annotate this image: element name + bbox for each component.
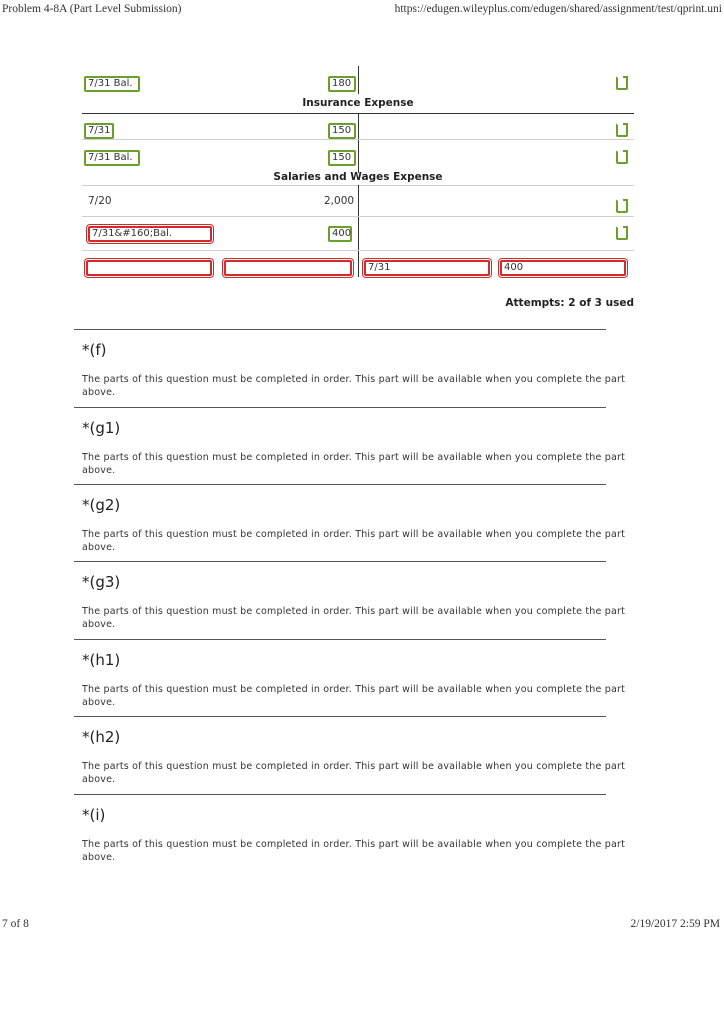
question-part-g2 [74, 484, 626, 562]
correct-check-icon [616, 150, 628, 164]
print-header-url: https://edugen.wileyplus.com/edugen/shared/assignment/test/qprint.uni [394, 3, 722, 15]
locked-message: The parts of this question must be completed in order. This part will be available when you complete the part above. [82, 529, 626, 553]
part-title: *(h2) [82, 728, 121, 746]
question-part-f [74, 329, 626, 407]
date-field-correct[interactable]: 7/31 Bal. [84, 150, 140, 166]
section-divider [74, 329, 606, 330]
amount-field-correct[interactable]: 400 [328, 226, 352, 242]
section-divider [74, 561, 606, 562]
print-header [0, 3, 724, 17]
part-title: *(g3) [82, 573, 121, 591]
date-field-correct[interactable]: 7/31 Bal. [84, 76, 140, 92]
date-field-incorrect[interactable] [86, 260, 212, 276]
t-account-divider [358, 66, 359, 94]
correct-check-icon [616, 76, 628, 90]
question-part-g1 [74, 407, 626, 485]
account-title-salaries: Salaries and Wages Expense [273, 171, 443, 183]
part-title: *(i) [82, 806, 106, 824]
t-account-divider [358, 113, 359, 173]
question-part-i [74, 794, 626, 872]
row-divider [82, 216, 634, 217]
question-part-h1 [74, 639, 626, 717]
locked-message: The parts of this question must be completed in order. This part will be available when you complete the part above. [82, 606, 626, 630]
amount-value: 2,000 [324, 195, 355, 207]
section-divider [74, 716, 606, 717]
locked-message: The parts of this question must be completed in order. This part will be available when you complete the part above. [82, 452, 626, 476]
date-field-correct[interactable]: 7/31 [84, 123, 114, 139]
date-field-incorrect[interactable]: 7/31&#160;Bal. [88, 226, 212, 242]
print-footer [0, 918, 724, 932]
locked-message: The parts of this question must be completed in order. This part will be available when you complete the part above. [82, 761, 626, 785]
print-timestamp: 2/19/2017 2:59 PM [630, 918, 720, 930]
date-value: 7/20 [88, 195, 112, 207]
question-part-h2 [74, 716, 626, 794]
part-title: *(g2) [82, 496, 121, 514]
amount-field-correct[interactable]: 150 [328, 123, 356, 139]
row-divider [82, 139, 634, 140]
account-title-insurance: Insurance Expense [302, 97, 414, 109]
locked-message: The parts of this question must be completed in order. This part will be available when you complete the part above. [82, 839, 626, 863]
correct-check-icon [616, 123, 628, 137]
section-divider [74, 639, 606, 640]
date-field-incorrect[interactable]: 7/31 [364, 260, 490, 276]
amount-field-correct[interactable]: 150 [328, 150, 356, 166]
part-title: *(f) [82, 341, 107, 359]
amount-field-incorrect[interactable]: 400 [500, 260, 626, 276]
print-header-title: Problem 4-8A (Part Level Submission) [2, 3, 182, 15]
t-account-divider [358, 185, 359, 277]
part-title: *(h1) [82, 651, 121, 669]
row-divider [82, 250, 634, 251]
correct-check-icon [616, 226, 628, 240]
question-part-g3 [74, 561, 626, 639]
part-title: *(g1) [82, 419, 121, 437]
locked-message: The parts of this question must be completed in order. This part will be available when you complete the part above. [82, 374, 626, 398]
amount-field-incorrect[interactable] [224, 260, 352, 276]
section-divider [74, 794, 606, 795]
amount-field-correct[interactable]: 180 [328, 76, 356, 92]
attempts-counter: Attempts: 2 of 3 used [505, 297, 634, 309]
section-divider [74, 484, 606, 485]
section-divider [74, 407, 606, 408]
correct-check-icon [616, 199, 628, 213]
locked-message: The parts of this question must be completed in order. This part will be available when you complete the part above. [82, 684, 626, 708]
page-counter: 7 of 8 [2, 918, 29, 930]
